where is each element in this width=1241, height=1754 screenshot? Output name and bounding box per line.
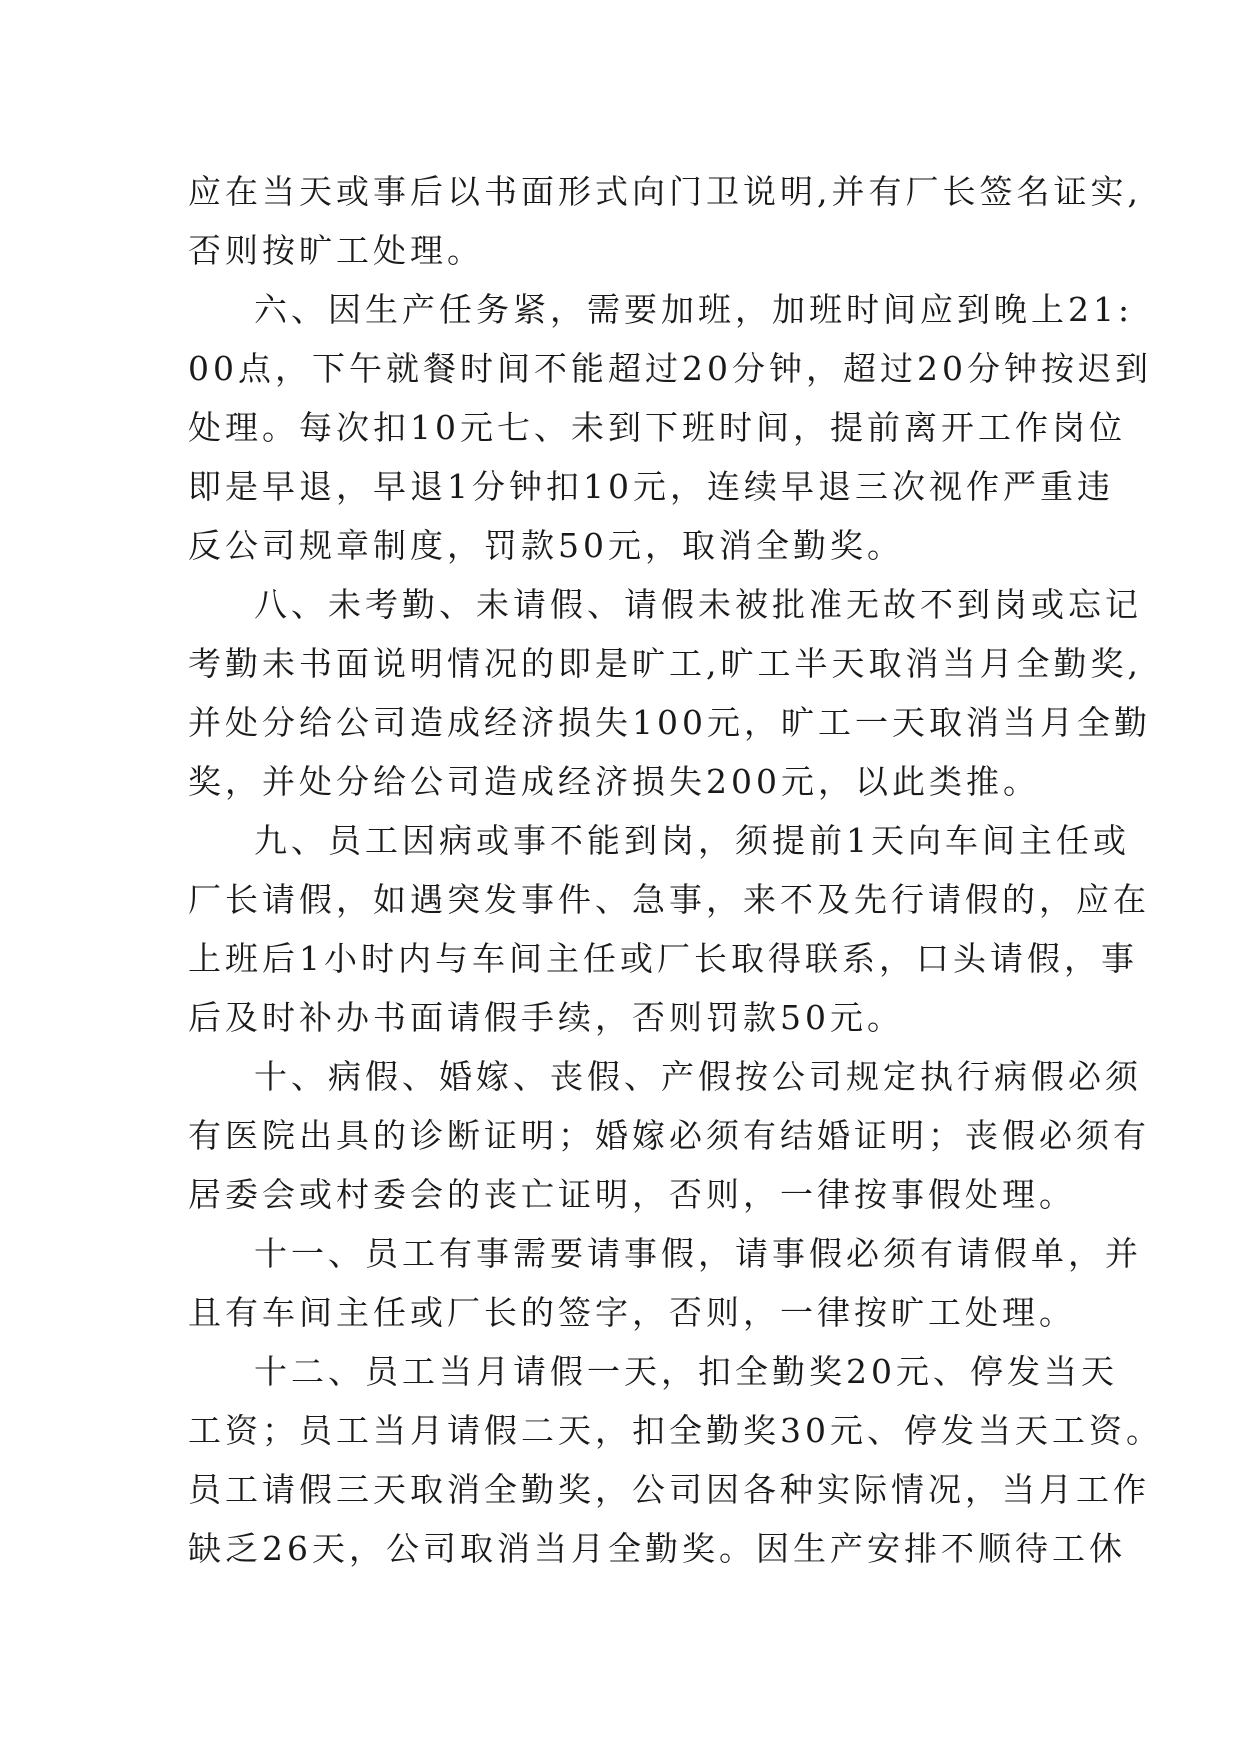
text-line: 否则按旷工处理。 xyxy=(188,231,484,270)
text-line: 上班后1小时内与车间主任或厂长取得联系，口头请假，事 xyxy=(188,939,1138,978)
text-line: 即是早退，早退1分钟扣10元，连续早退三次视作严重违 xyxy=(188,467,1114,506)
text-line: 工资；员工当月请假二天，扣全勤奖30元、停发当天工资。 xyxy=(188,1411,1163,1450)
text-line: 处理。每次扣10元七、未到下班时间，提前离开工作岗位 xyxy=(188,408,1126,447)
text-line: 十、病假、婚嫁、丧假、产假按公司规定执行病假必须 xyxy=(254,1057,1142,1096)
text-line: 缺乏26天，公司取消当月全勤奖。因生产安排不顺待工休 xyxy=(188,1529,1126,1568)
text-line: 奖，并处分给公司造成经济损失200元，以此类推。 xyxy=(188,762,1040,801)
text-line: 且有车间主任或厂长的签字，否则，一律按旷工处理。 xyxy=(188,1293,1076,1332)
paragraph-p-10 xyxy=(188,1047,1150,1224)
paragraph-p-12 xyxy=(188,1342,1163,1578)
text-line: 厂长请假，如遇突发事件、急事，来不及先行请假的，应在 xyxy=(188,880,1150,919)
text-line: 考勤未书面说明情况的即是旷工,旷工半天取消当月全勤奖, xyxy=(188,644,1142,683)
text-line: 居委会或村委会的丧亡证明，否则，一律按事假处理。 xyxy=(188,1175,1076,1214)
text-line: 六、因生产任务紧，需要加班，加班时间应到晚上21: xyxy=(254,290,1134,329)
paragraph-p-9 xyxy=(188,811,1150,1047)
text-line: 十一、员工有事需要请事假，请事假必须有请假单，并 xyxy=(254,1234,1142,1273)
text-line: 反公司规章制度，罚款50元，取消全勤奖。 xyxy=(188,526,904,565)
text-line: 十二、员工当月请假一天，扣全勤奖20元、停发当天 xyxy=(254,1352,1118,1391)
paragraph-p-continuation xyxy=(188,162,1142,280)
text-line: 员工请假三天取消全勤奖，公司因各种实际情况，当月工作 xyxy=(188,1470,1150,1509)
text-line: 后及时补办书面请假手续，否则罚款50元。 xyxy=(188,998,904,1037)
text-line: 九、员工因病或事不能到岗，须提前1天向车间主任或 xyxy=(254,821,1130,860)
text-line: 00点，下午就餐时间不能超过20分钟，超过20分钟按迟到 xyxy=(188,349,1152,388)
text-line: 并处分给公司造成经济损失100元，旷工一天取消当月全勤 xyxy=(188,703,1151,742)
paragraph-p-8 xyxy=(188,575,1151,811)
text-line: 应在当天或事后以书面形式向门卫说明,并有厂长签名证实, xyxy=(188,172,1142,211)
paragraph-p-6 xyxy=(188,280,1152,575)
document-body xyxy=(188,162,1163,1578)
text-line: 有医院出具的诊断证明；婚嫁必须有结婚证明；丧假必须有 xyxy=(188,1116,1150,1155)
text-line: 八、未考勤、未请假、请假未被批准无故不到岗或忘记 xyxy=(254,585,1142,624)
paragraph-p-11 xyxy=(188,1224,1142,1342)
